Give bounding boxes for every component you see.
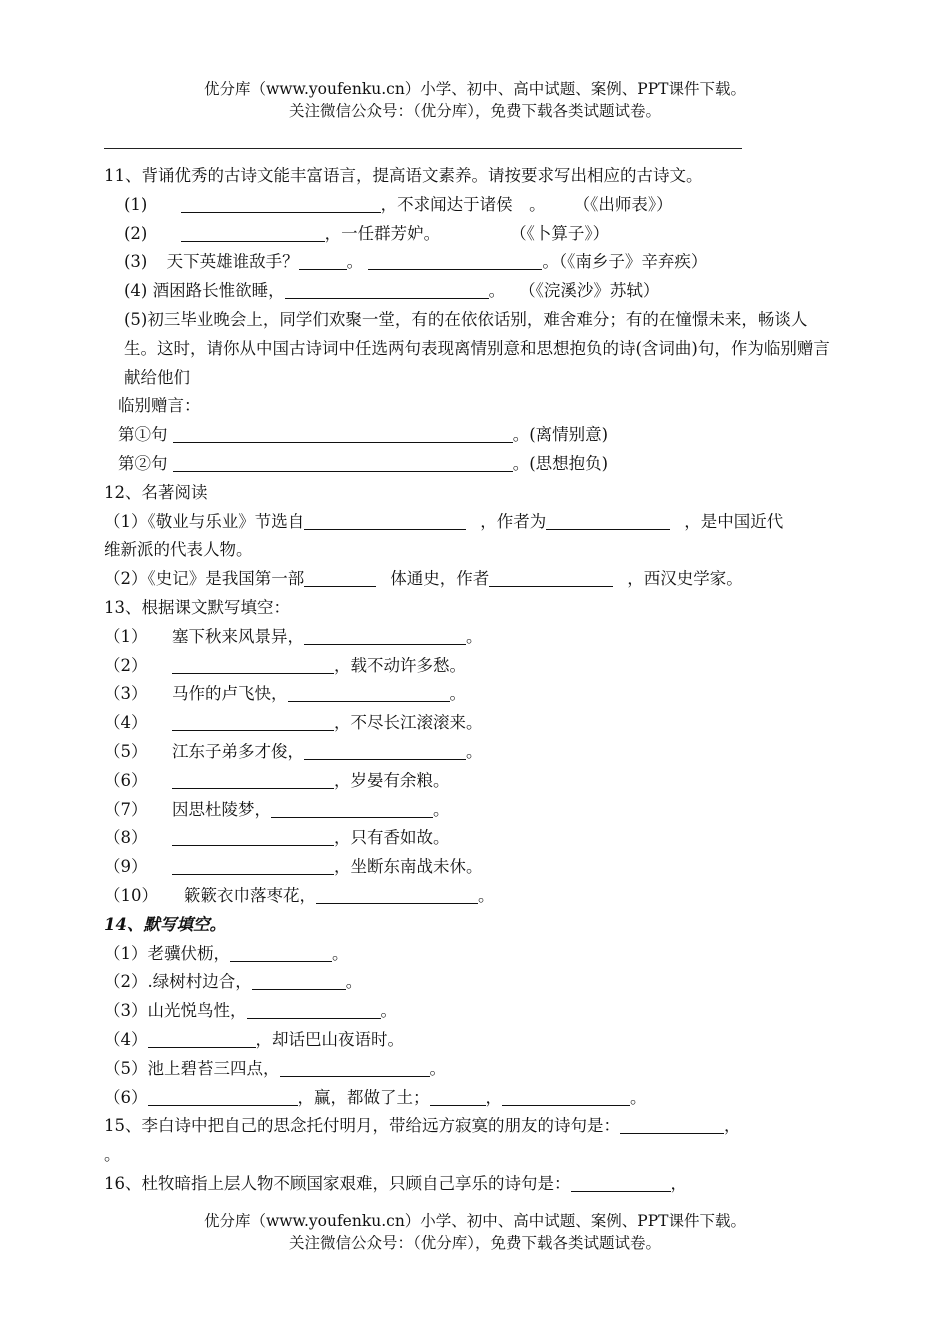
- item-number: （3）: [104, 684, 148, 704]
- q13-item: [104, 738, 840, 767]
- item-text: 。: [429, 1058, 446, 1078]
- item-text: （6）: [104, 1087, 148, 1107]
- q14-line-5: [104, 1055, 840, 1084]
- answer-blank[interactable]: [181, 193, 381, 213]
- answer-blank[interactable]: [172, 855, 334, 875]
- q11-item-3: [104, 248, 840, 277]
- item-text: （5）池上碧苔三四点，: [104, 1058, 280, 1078]
- answer-blank[interactable]: [172, 711, 334, 731]
- item-source: （《出师表》）: [573, 194, 673, 214]
- item-text: （2）.绿树村边合，: [104, 972, 252, 992]
- q13-item: [104, 709, 840, 738]
- item-text: ，一任群芳妒。: [324, 223, 441, 243]
- answer-blank[interactable]: [247, 999, 381, 1019]
- item-text: 。: [466, 741, 483, 761]
- item-text: ，作者为: [480, 511, 547, 531]
- answer-blank[interactable]: [546, 510, 670, 530]
- q13-list: [104, 623, 840, 911]
- q11-item-4: [104, 277, 840, 306]
- item-text: （1）《敬业与乐业》节选自: [104, 511, 305, 531]
- q12-line-1: [104, 508, 840, 537]
- answer-blank[interactable]: [172, 654, 334, 674]
- answer-blank[interactable]: [304, 510, 466, 530]
- item-text: ，: [670, 1173, 687, 1193]
- item-text: ，不尽长江滚滚来。: [334, 713, 483, 733]
- item-text: （4）: [104, 1029, 148, 1049]
- item-text: 酒困路长惟欲睡，: [152, 281, 285, 301]
- item-text: 。: [346, 252, 364, 272]
- footer-line-1: 优分库（www.youfenku.cn）小学、初中、高中试题、案例、PPT课件下载。: [203, 1212, 747, 1230]
- answer-blank[interactable]: [181, 222, 325, 242]
- item-number: (4): [124, 281, 148, 301]
- q11-item-2: [104, 220, 840, 249]
- item-number: （2）: [104, 655, 148, 675]
- answer-blank[interactable]: [620, 1114, 724, 1134]
- item-text: ，载不动许多愁。: [334, 655, 466, 675]
- answer-blank[interactable]: [148, 1028, 256, 1048]
- item-text: ，岁晏有余粮。: [334, 770, 450, 790]
- page-header: [0, 78, 950, 122]
- item-number: （7）: [104, 799, 148, 819]
- q13-item: [104, 853, 840, 882]
- answer-blank[interactable]: [502, 1086, 630, 1106]
- item-text: 。: [449, 684, 466, 704]
- answer-blank[interactable]: [304, 740, 466, 760]
- q13-item: [104, 680, 840, 709]
- q12-line-1-cont: 维新派的代表人物。: [104, 540, 253, 560]
- gift-label: 第②句: [118, 453, 168, 473]
- item-text: （1）老骥伏枥，: [104, 943, 230, 963]
- item-number: （1）: [104, 626, 148, 646]
- q11-gift-label: 临别赠言：: [118, 396, 201, 416]
- q14-line-4: [104, 1026, 840, 1055]
- q14-line-3: [104, 997, 840, 1026]
- item-number: （5）: [104, 741, 148, 761]
- q13-item: [104, 767, 840, 796]
- answer-blank[interactable]: [304, 625, 466, 645]
- q11-title: 11、背诵优秀的古诗文能丰富语言，提高语文素养。请按要求写出相应的古诗文。: [104, 166, 703, 185]
- item-number: （10）: [104, 885, 158, 905]
- q16-line: [104, 1170, 840, 1199]
- q12-line-2: [104, 565, 840, 594]
- answer-blank[interactable]: [280, 1057, 430, 1077]
- header-line-1: 优分库（www.youfenku.cn）小学、初中、高中试题、案例、PPT课件下载。: [203, 80, 747, 98]
- item-text: 因思杜陵梦，: [172, 799, 271, 819]
- q11-gift-1: [104, 421, 840, 450]
- item-number: （4）: [104, 713, 148, 733]
- item-text: 塞下秋来风景异，: [172, 626, 304, 646]
- q13-item: [104, 882, 840, 911]
- q11-item-1: [104, 191, 840, 220]
- item-text: ，西汉史学家。: [627, 569, 743, 589]
- answer-blank[interactable]: [316, 884, 478, 904]
- q15-line: [104, 1112, 840, 1141]
- item-text: ，: [724, 1116, 741, 1136]
- answer-blank[interactable]: [368, 250, 542, 270]
- q13-item: [104, 796, 840, 825]
- answer-blank[interactable]: [299, 250, 347, 270]
- answer-blank[interactable]: [173, 423, 513, 443]
- header-rule: [104, 148, 742, 149]
- item-text: 。: [380, 1001, 397, 1021]
- item-text: 。: [332, 943, 349, 963]
- item-text: ，不求闻达于诸侯 。: [380, 194, 546, 214]
- q13-title: 13、根据课文默写填空：: [104, 597, 290, 617]
- q14-line-2: [104, 968, 840, 997]
- item-text: 马作的卢飞快，: [172, 684, 288, 704]
- gift-note: 。(离情别意): [512, 425, 609, 445]
- gift-label: 第①句: [118, 425, 168, 445]
- answer-blank[interactable]: [148, 1086, 298, 1106]
- q13-item: [104, 652, 840, 681]
- answer-blank[interactable]: [304, 567, 376, 587]
- exam-content: [104, 162, 840, 1199]
- item-text: （2）《史记》是我国第一部: [104, 569, 305, 589]
- item-source: （《浣溪沙》苏轼）: [519, 281, 660, 301]
- item-text: ，赢，都做了土；: [297, 1087, 430, 1107]
- answer-blank[interactable]: [571, 1172, 671, 1192]
- item-text: 簌簌衣巾落枣花，: [184, 885, 316, 905]
- item-text: ，是中国近代: [684, 511, 784, 531]
- answer-blank[interactable]: [172, 826, 334, 846]
- item-text: 。: [466, 626, 483, 646]
- q14-line-6: [104, 1084, 840, 1113]
- answer-blank[interactable]: [285, 279, 489, 299]
- item-text: ，: [485, 1087, 502, 1107]
- answer-blank[interactable]: [173, 452, 513, 472]
- footer-line-2: 关注微信公众号：（优分库），免费下载各类试题试卷。: [288, 1234, 661, 1252]
- answer-blank[interactable]: [430, 1086, 486, 1106]
- header-line-2: 关注微信公众号：（优分库），免费下载各类试题试卷。: [288, 102, 661, 120]
- item-number: （6）: [104, 770, 148, 790]
- q12-title: 12、名著阅读: [104, 482, 208, 502]
- item-number: （9）: [104, 857, 148, 877]
- q14-title: 14、默写填空。: [104, 914, 226, 934]
- gift-note: 。(思想抱负): [512, 453, 609, 473]
- answer-blank[interactable]: [252, 970, 346, 990]
- item-text: 。: [488, 281, 506, 301]
- item-text: ，却话巴山夜语时。: [255, 1029, 404, 1049]
- item-text: 。: [542, 252, 559, 272]
- item-text: 16、杜牧暗指上层人物不顾国家艰难，只顾自己享乐的诗句是：: [104, 1173, 571, 1193]
- q14-line-1: [104, 940, 840, 969]
- answer-blank[interactable]: [271, 798, 433, 818]
- answer-blank[interactable]: [172, 769, 334, 789]
- q13-item: [104, 623, 840, 652]
- item-number: (3): [124, 252, 148, 272]
- answer-blank[interactable]: [489, 567, 613, 587]
- item-number: （8）: [104, 828, 148, 848]
- item-number: (2): [124, 223, 148, 243]
- item-text: 。: [433, 799, 450, 819]
- item-number: (1): [124, 194, 148, 214]
- item-source: （《南乡子》辛弃疾）: [558, 252, 708, 272]
- item-text: ，只有香如故。: [334, 828, 450, 848]
- q15-wrap: 。: [104, 1145, 121, 1165]
- answer-blank[interactable]: [288, 682, 450, 702]
- item-source: （《卜算子》）: [510, 223, 610, 243]
- item-text: 。: [478, 885, 495, 905]
- answer-blank[interactable]: [230, 942, 332, 962]
- q13-item: [104, 824, 840, 853]
- item-text: 江东子弟多才俊，: [172, 741, 304, 761]
- item-text: 。: [630, 1087, 647, 1107]
- page-footer: [0, 1210, 950, 1254]
- item-text: ，坐断东南战未休。: [334, 857, 483, 877]
- q11-gift-2: [104, 450, 840, 479]
- item-text: 15、李白诗中把自己的思念托付明月，带给远方寂寞的朋友的诗句是：: [104, 1116, 620, 1136]
- item-text: （3）山光悦鸟性，: [104, 1001, 247, 1021]
- item-text: 体通史，作者: [390, 569, 490, 589]
- q11-item-5: (5)初三毕业晚会上，同学们欢聚一堂，有的在依依话别，难舍难分；有的在憧憬未来，畅谈人生。这时，请你从中国古诗词中任选两句表现离情别意和思想抱负的诗(含词曲)句，作为临别赠言献给他们: [124, 309, 830, 387]
- item-text: 天下英雄谁敌手？: [166, 252, 299, 272]
- item-text: 。: [345, 972, 363, 992]
